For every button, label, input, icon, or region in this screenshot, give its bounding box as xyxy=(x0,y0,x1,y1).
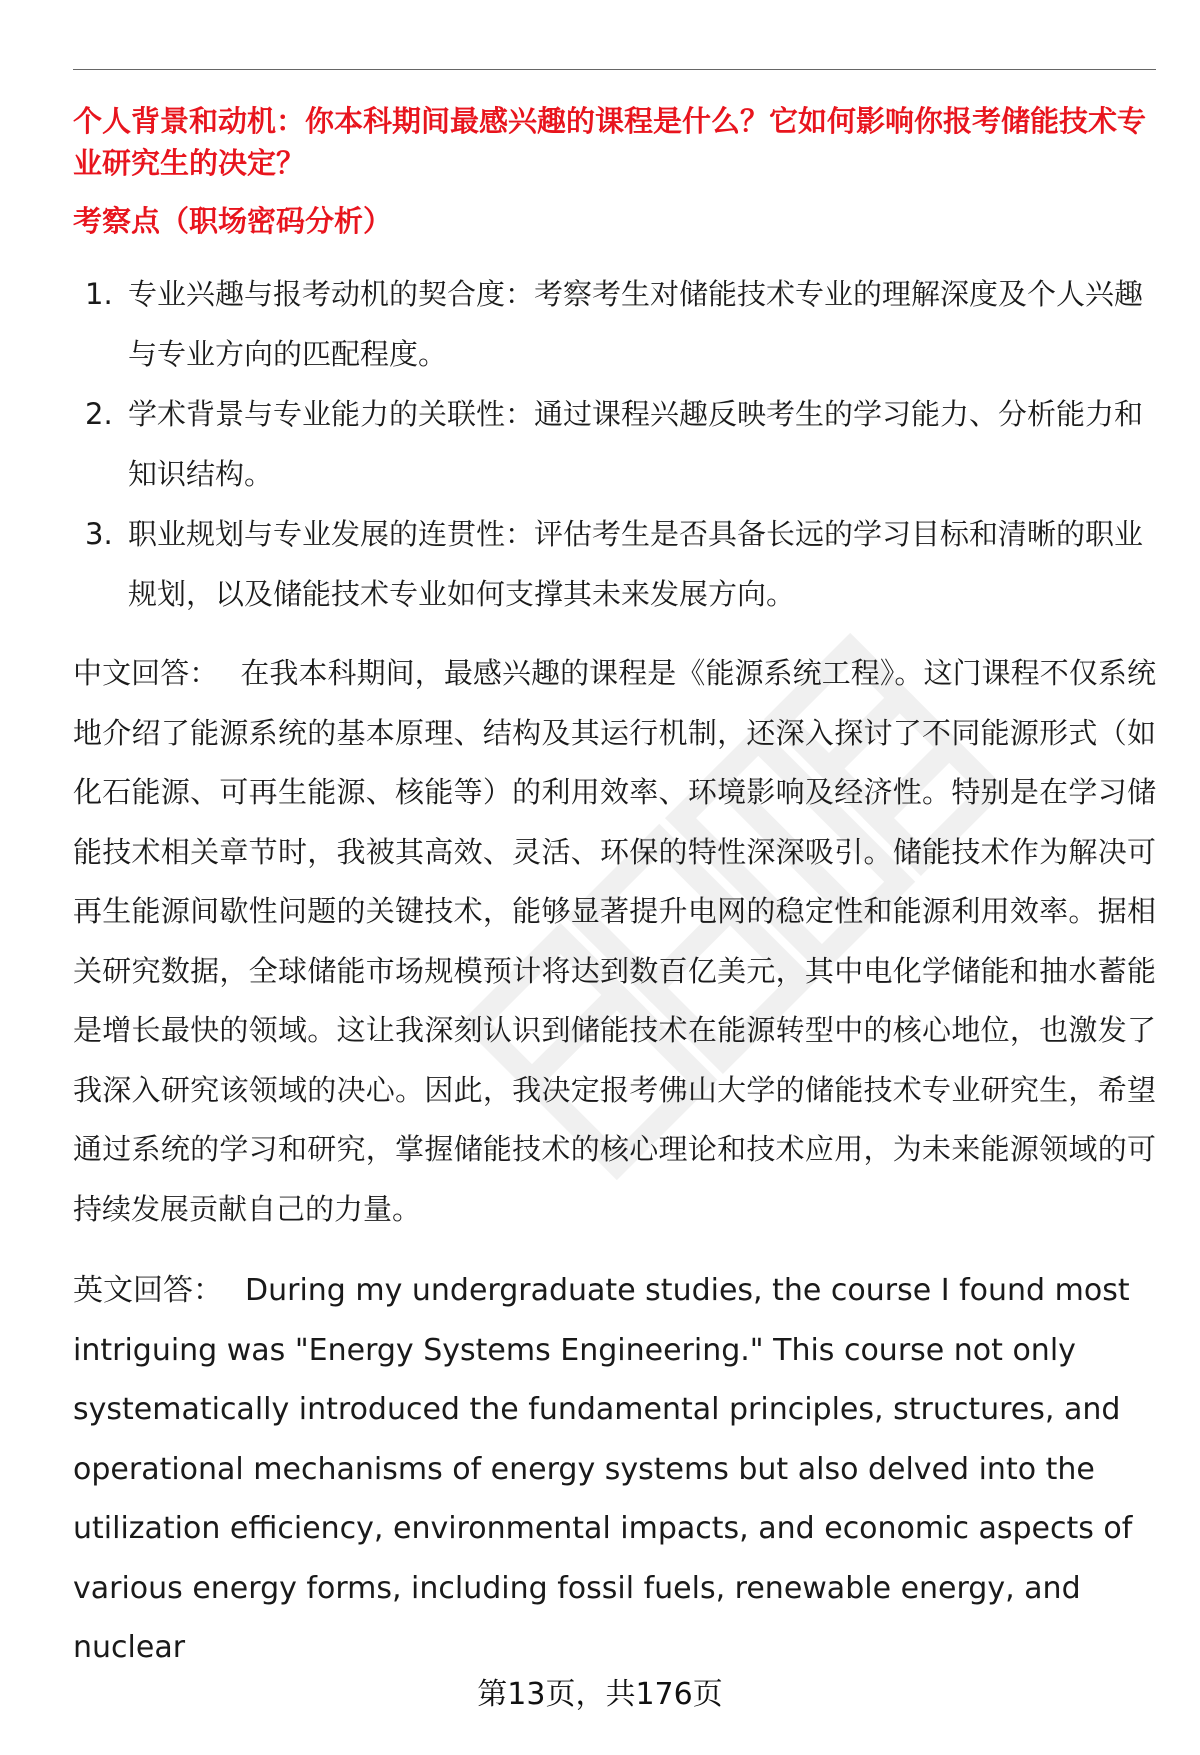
chinese-answer-text: 在我本科期间，最感兴趣的课程是《能源系统工程》。这门课程不仅系统地介绍了能源系统的基本原理、结构及其运行机制，还深入探讨了不同能源形式（如化石能源、可再生能源、核能等）的利用效率、环境影响及经济性。特别是在学习储能技术相关章节时，我被其高效、灵活、环保的特性深深吸引。储能技术作为解决可再生能源间歇性问题的关键技术，能够显著提升电网的稳定性和能源利用效率。据相关研究数据，全球储能市场规模预计将达到数百亿美元，其中电化学储能和抽水蓄能是增长最快的领域。这让我深刻认识到储能技术在能源转型中的核心地位，也激发了我深入研究该领域的决心。因此，我决定报考佛山大学的储能技术专业研究生，希望通过系统的学习和研究，掌握储能技术的核心理论和技术应用，为未来能源领域的可持续发展贡献自己的力量。 xyxy=(73,656,1156,1226)
point-number: 1. xyxy=(85,277,113,311)
analysis-point xyxy=(73,504,1156,624)
chinese-answer-label: 中文回答： xyxy=(73,656,219,690)
question-heading: 个人背景和动机：你本科期间最感兴趣的课程是什么？它如何影响你报考储能技术专业研究生的决定？ xyxy=(73,104,1147,180)
analysis-point xyxy=(73,384,1156,504)
point-number: 3. xyxy=(85,517,113,551)
english-answer-label: 英文回答： xyxy=(73,1273,223,1308)
page-content xyxy=(73,100,1156,1678)
point-text: 职业规划与专业发展的连贯性：评估考生是否具备长远的学习目标和清晰的职业规划，以及储能技术专业如何支撑其未来发展方向。 xyxy=(128,517,1144,611)
analysis-points xyxy=(73,264,1156,624)
english-answer xyxy=(73,1261,1156,1678)
page-number: 第13页，共176页 xyxy=(477,1677,723,1712)
analysis-point xyxy=(73,264,1156,384)
header-rule xyxy=(73,69,1156,70)
analysis-title: 考察点（职场密码分析） xyxy=(73,204,393,238)
point-number: 2. xyxy=(85,397,113,431)
point-text: 学术背景与专业能力的关联性：通过课程兴趣反映考生的学习能力、分析能力和知识结构。 xyxy=(128,397,1144,491)
chinese-answer xyxy=(73,644,1156,1239)
english-answer-text: During my undergraduate studies, the course I found most intriguing was "Energy Systems Engineering." This course not only systematically introduced the fundamental principles, structures, and operational mechanisms of energy systems but also delved into the utilization efficiency, environmental impacts, and economic aspects of various energy forms, including fossil fuels, renewable energy, and nuclear xyxy=(73,1273,1133,1665)
point-text: 专业兴趣与报考动机的契合度：考察考生对储能技术专业的理解深度及个人兴趣与专业方向的匹配程度。 xyxy=(128,277,1144,371)
